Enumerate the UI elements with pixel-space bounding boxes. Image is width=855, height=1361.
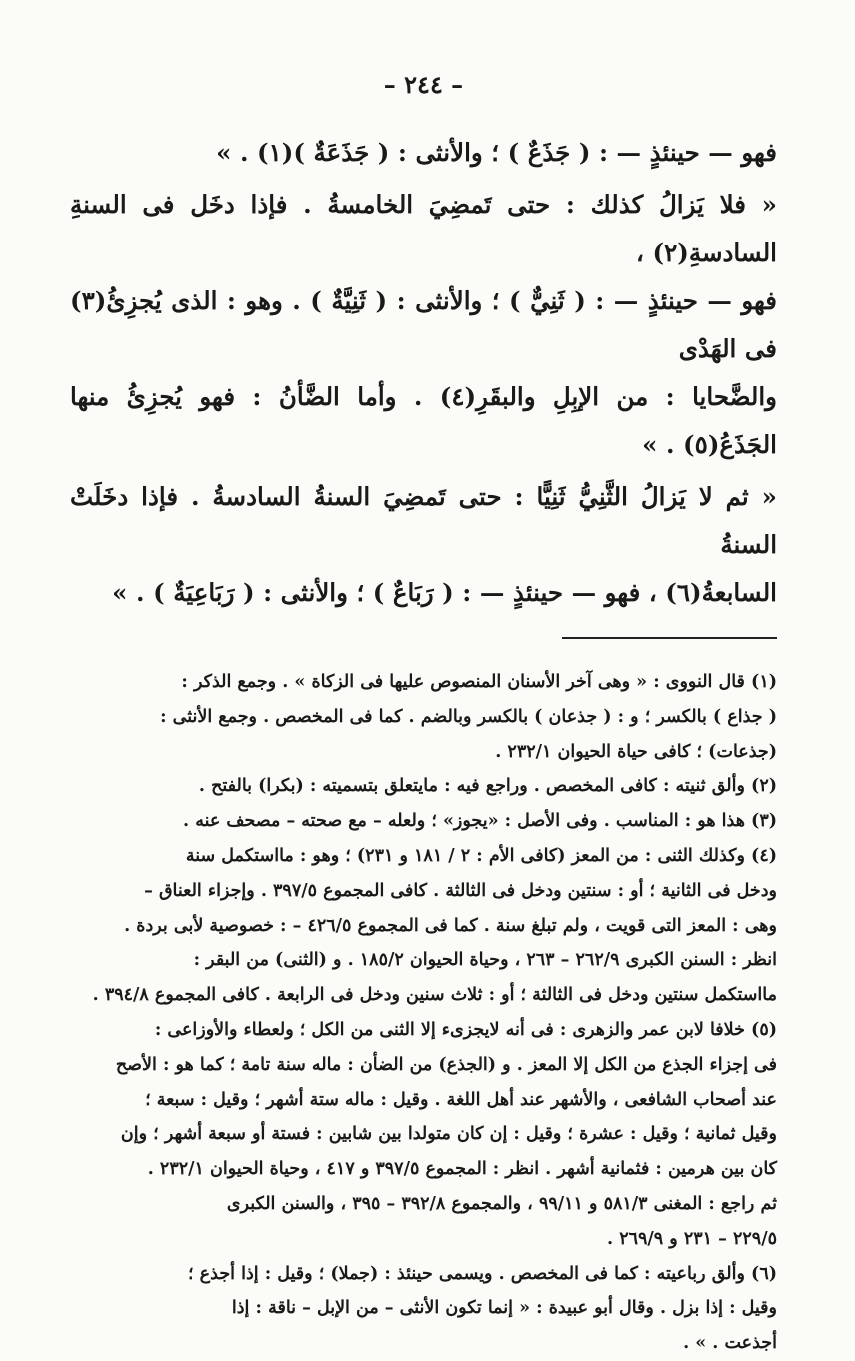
footnote-line: مااستكمل سنتين ودخل فى الثالثة ؛ أو : ثلاث سنين ودخل فى الرابعة . كافى المجموع ٣٩٤/٨ .: [92, 985, 777, 1006]
footnote-line: ثم راجع : المغنى ٥٨١/٣ و ٩٩/١١ ، والمجموع ٣٩٢/٨ – ٣٩٥ ، والسنن الكبرى: [226, 1193, 777, 1214]
footnotes: [70, 665, 777, 1361]
footnote-line: ( جذاع ) بالكسر ؛ و : ( جذعان ) بالكسر وبالضم . كما فى المخصص . وجمع الأنثى :: [160, 706, 777, 727]
footnote-line: (٤) وكذلك الثنى : من المعز (كافى الأم : ٢ / ١٨١ و ٢٣١) ؛ وهو : مااستكمل سنة: [185, 845, 777, 866]
main-text: [70, 129, 777, 617]
main-text-line: السابعةُ(٦) ، فهو — حينئذٍ — : ( رَبَاعٌ ) ؛ والأنثى : ( رَبَاعِيَةٌ ) . »: [112, 578, 777, 607]
main-text-line: « فلا يَزالُ كذلك : حتى تَمضِيَ الخامسةُ . فإذا دخَل فى السنةِ السادسةِ(٢) ،: [70, 190, 777, 267]
footnote-line: (١) قال النووى : « وهى آخر الأسنان المنصوص عليها فى الزكاة » . وجمع الذكر :: [181, 672, 777, 692]
footnote-line: أجذعت . » .: [683, 1333, 777, 1354]
footnote-line: انظر : السنن الكبرى ٢٦٢/٩ – ٢٦٣ ، وحياة الحيوان ١٨٥/٢ . و (الثنى) من البقر :: [193, 950, 777, 971]
main-text-line: فهو — حينئذٍ — : ( جَذَعٌ ) ؛ والأنثى : ( جَذَعَةٌ )(١) . »: [216, 138, 777, 167]
main-text-line: « ثم لا يَزالُ الثَّنِيُّ ثَنِيًّا : حتى تَمضِيَ السنةُ السادسةُ . فإذا دخَلَتْ السنةُ: [70, 482, 777, 559]
page-number: – ٢٤٤ –: [383, 70, 464, 99]
footnote-line: ودخل فى الثانية ؛ أو : سنتين ودخل فى الثالثة . كافى المجموع ٣٩٧/٥ . وإجزاء العناق –: [144, 880, 777, 901]
footnote-line: (جذعات) ؛ كافى حياة الحيوان ٢٣٢/١ .: [495, 741, 777, 762]
footnote-line: وهى : المعز التى قويت ، ولم تبلغ سنة . كما فى المجموع ٤٢٦/٥ – : خصوصية لأبى بردة .: [124, 915, 777, 936]
footnote-line: عند أصحاب الشافعى ، والأشهر عند أهل اللغة . وقيل : ماله ستة أشهر ؛ وقيل : سبعة ؛: [145, 1089, 777, 1110]
footnote-line: وقيل : إذا بزل . وقال أبو عبيدة : « إنما تكون الأنثى – من الإبل – ناقة : إذا: [231, 1298, 777, 1319]
main-text-line: فهو — حينئذٍ — : ( ثَنِيٌّ ) ؛ والأنثى : ( ثَنِيَّةٌ ) . وهو : الذى يُجزِئُ(٣) فى الهَدْى: [70, 286, 777, 363]
footnote-divider: [562, 637, 777, 639]
footnote-line: كان بين هرمين : فثمانية أشهر . انظر : المجموع ٣٩٧/٥ و ٤١٧ ، وحياة الحيوان ٢٣٢/١ .: [147, 1159, 777, 1180]
footnote-line: وقيل ثمانية ؛ وقيل : عشرة ؛ وقيل : إن كان متولدا بين شابين : فستة أو سبعة أشهر ؛ وإن: [120, 1124, 777, 1145]
main-text-line: والضَّحايا : من الإبِلِ والبقَرِ(٤) . وأما الضَّأنُ : فهو يُجزِئُ منها الجَذَعُ(٥) . »: [70, 382, 777, 459]
footnote-line: فى إجزاء الجذع من الكل إلا المعز . و (الجذع) من الضأن : ماله سنة تامة ؛ كما هو : الأصح: [115, 1054, 777, 1075]
footnote-line: (٥) خلافا لابن عمر والزهرى : فى أنه لايجزىء إلا الثنى من الكل ؛ ولعطاء والأوزاعى :: [154, 1019, 777, 1040]
footnote-line: ٢٢٩/٥ – ٢٣١ و ٢٦٩/٩ .: [607, 1228, 777, 1249]
footnote-line: (٣) هذا هو : المناسب . وفى الأصل : «يجوز» ؛ ولعله – مع صحته – مصحف عنه .: [183, 811, 777, 832]
footnote-line: (٢) وألق ثنيته : كافى المخصص . وراجع فيه : مايتعلق بتسميته : (بكرا) بالفتح .: [198, 776, 777, 797]
footnote-line: (٦) وألق رباعيته : كما فى المخصص . ويسمى حينئذ : (جملا) ؛ وقيل : إذا أجذع ؛: [188, 1263, 777, 1284]
